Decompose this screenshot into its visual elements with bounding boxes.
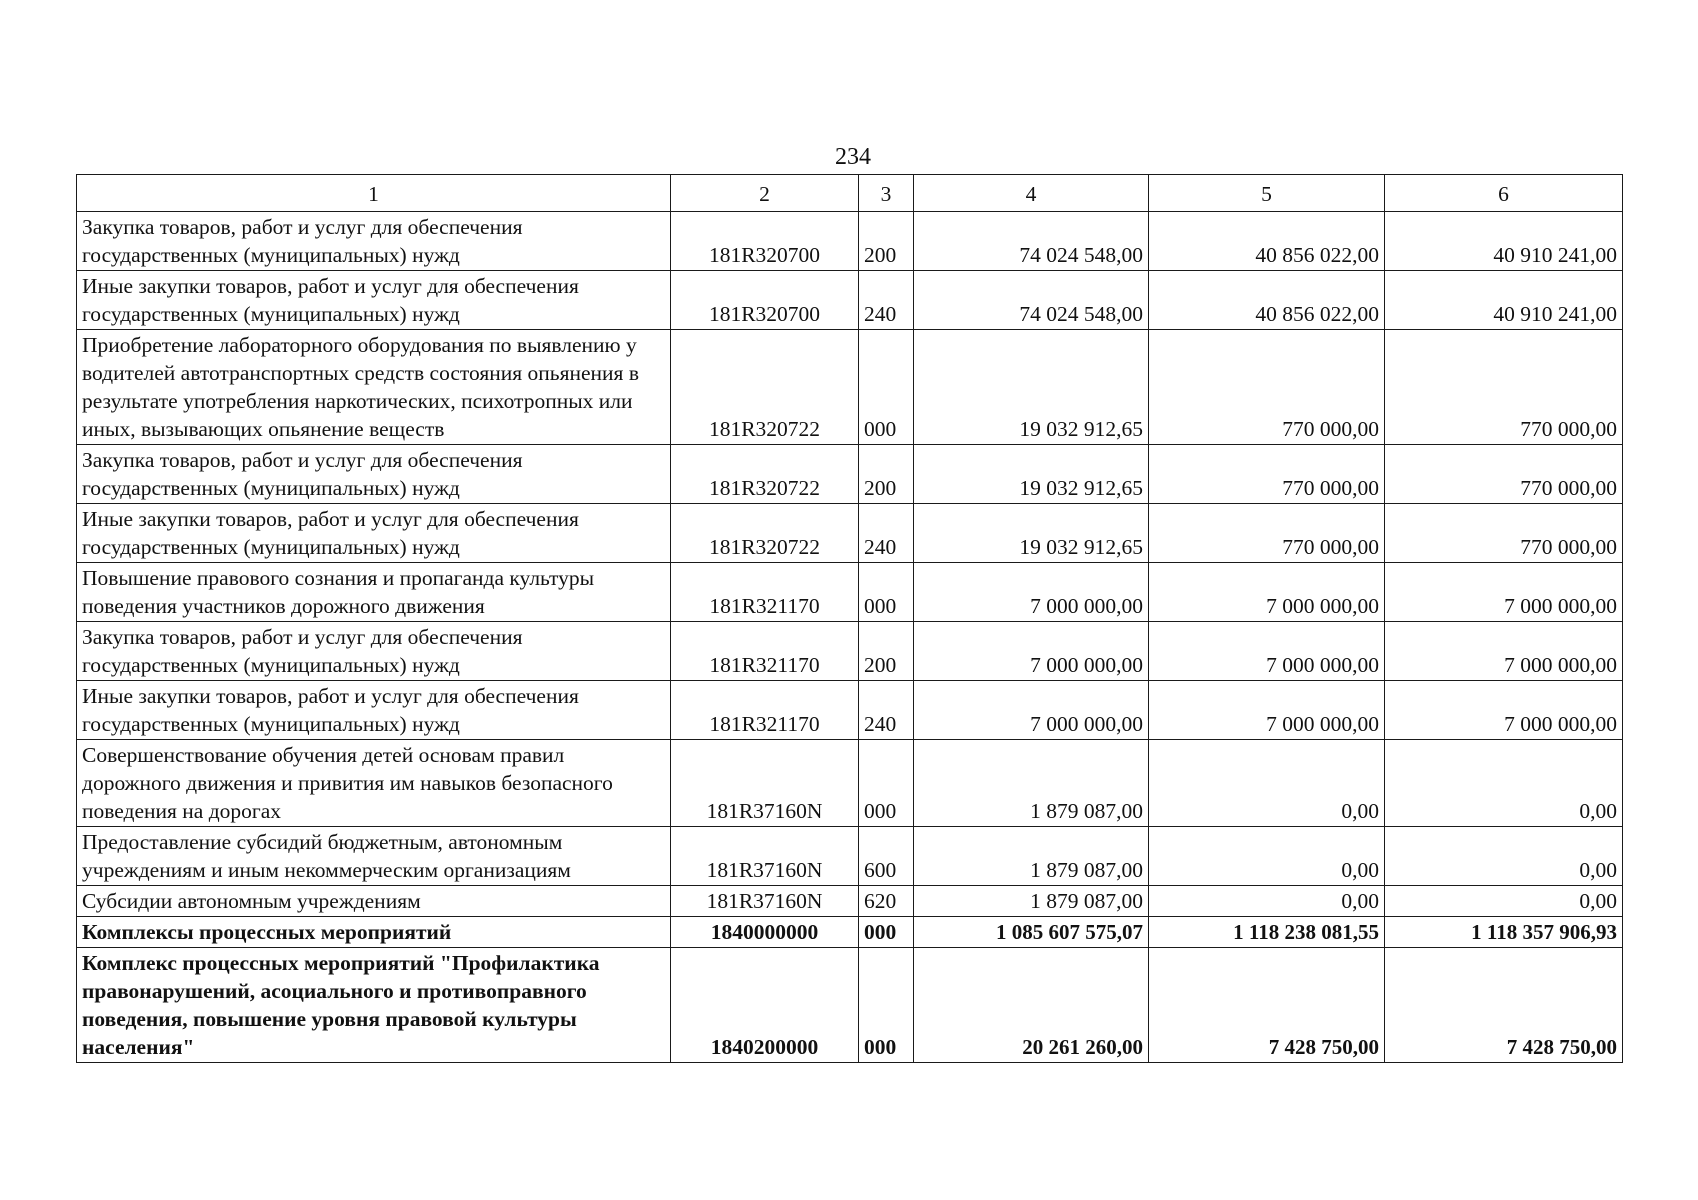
row-name-cell: Иные закупки товаров, работ и услуг для обеспечения государственных (муниципальных) нужд (77, 504, 671, 563)
page-number: 234 (835, 144, 871, 170)
row-expense-type-cell: 000 (859, 917, 914, 948)
row-amount-col5-cell: 1 118 238 081,55 (1149, 917, 1385, 948)
row-name-cell: Закупка товаров, работ и услуг для обеспечения государственных (муниципальных) нужд (77, 212, 671, 271)
row-amount-col4-cell: 1 879 087,00 (914, 827, 1149, 886)
row-amount-col5-cell: 770 000,00 (1149, 330, 1385, 445)
row-amount-col6-cell: 7 000 000,00 (1385, 563, 1623, 622)
row-expense-type-cell: 000 (859, 563, 914, 622)
row-name-cell: Закупка товаров, работ и услуг для обеспечения государственных (муниципальных) нужд (77, 445, 671, 504)
row-csr-code-cell: 181R321170 (671, 622, 859, 681)
row-expense-type-cell: 620 (859, 886, 914, 917)
row-amount-col6-cell: 770 000,00 (1385, 504, 1623, 563)
row-amount-col6-cell: 770 000,00 (1385, 330, 1623, 445)
row-amount-col6-cell: 7 428 750,00 (1385, 948, 1623, 1063)
table-row (77, 917, 1623, 948)
row-amount-col6-cell: 1 118 357 906,93 (1385, 917, 1623, 948)
row-expense-type-cell: 000 (859, 948, 914, 1063)
row-csr-code-cell: 181R320722 (671, 504, 859, 563)
row-amount-col6-cell: 0,00 (1385, 740, 1623, 827)
row-name-cell: Субсидии автономным учреждениям (77, 886, 671, 917)
row-amount-col4-cell: 7 000 000,00 (914, 681, 1149, 740)
table-row (77, 212, 1623, 271)
row-amount-col5-cell: 7 000 000,00 (1149, 681, 1385, 740)
row-expense-type-cell: 200 (859, 445, 914, 504)
row-amount-col4-cell: 1 879 087,00 (914, 740, 1149, 827)
table-row (77, 827, 1623, 886)
table-row (77, 622, 1623, 681)
row-amount-col5-cell: 770 000,00 (1149, 504, 1385, 563)
row-csr-code-cell: 181R320700 (671, 212, 859, 271)
row-amount-col5-cell: 7 000 000,00 (1149, 622, 1385, 681)
row-csr-code-cell: 181R320700 (671, 271, 859, 330)
table-row (77, 445, 1623, 504)
row-expense-type-cell: 000 (859, 740, 914, 827)
row-csr-code-cell: 1840000000 (671, 917, 859, 948)
row-amount-col4-cell: 7 000 000,00 (914, 622, 1149, 681)
row-amount-col6-cell: 770 000,00 (1385, 445, 1623, 504)
row-amount-col5-cell: 7 000 000,00 (1149, 563, 1385, 622)
row-csr-code-cell: 181R321170 (671, 563, 859, 622)
row-amount-col4-cell: 7 000 000,00 (914, 563, 1149, 622)
row-name-cell: Совершенствование обучения детей основам правил дорожного движения и привития им навыков безопасного поведения на дорогах (77, 740, 671, 827)
row-csr-code-cell: 181R320722 (671, 330, 859, 445)
header-col-4: 4 (914, 175, 1149, 212)
row-amount-col4-cell: 20 261 260,00 (914, 948, 1149, 1063)
row-amount-col6-cell: 0,00 (1385, 886, 1623, 917)
row-amount-col4-cell: 74 024 548,00 (914, 271, 1149, 330)
row-expense-type-cell: 000 (859, 330, 914, 445)
row-name-cell: Повышение правового сознания и пропаганда культуры поведения участников дорожного движения (77, 563, 671, 622)
row-amount-col6-cell: 7 000 000,00 (1385, 681, 1623, 740)
row-amount-col6-cell: 40 910 241,00 (1385, 212, 1623, 271)
table-body (77, 212, 1623, 1063)
row-csr-code-cell: 181R37160N (671, 827, 859, 886)
header-col-1: 1 (77, 175, 671, 212)
row-amount-col4-cell: 19 032 912,65 (914, 445, 1149, 504)
row-amount-col5-cell: 7 428 750,00 (1149, 948, 1385, 1063)
row-name-cell: Приобретение лабораторного оборудования по выявлению у водителей автотранспортных средств состояния опьянения в результате употребления наркотических, психотропных или иных, вызывающих опьянение веществ (77, 330, 671, 445)
row-amount-col4-cell: 19 032 912,65 (914, 504, 1149, 563)
row-name-cell: Иные закупки товаров, работ и услуг для обеспечения государственных (муниципальных) нужд (77, 681, 671, 740)
row-csr-code-cell: 181R321170 (671, 681, 859, 740)
row-amount-col6-cell: 40 910 241,00 (1385, 271, 1623, 330)
row-amount-col4-cell: 19 032 912,65 (914, 330, 1149, 445)
row-csr-code-cell: 181R320722 (671, 445, 859, 504)
row-expense-type-cell: 240 (859, 681, 914, 740)
header-col-5: 5 (1149, 175, 1385, 212)
row-name-cell: Иные закупки товаров, работ и услуг для обеспечения государственных (муниципальных) нужд (77, 271, 671, 330)
row-expense-type-cell: 240 (859, 271, 914, 330)
row-name-cell: Предоставление субсидий бюджетным, автономным учреждениям и иным некоммерческим организациям (77, 827, 671, 886)
budget-table (76, 174, 1623, 1063)
header-col-6: 6 (1385, 175, 1623, 212)
table-row (77, 504, 1623, 563)
header-col-2: 2 (671, 175, 859, 212)
table-row (77, 740, 1623, 827)
row-amount-col5-cell: 0,00 (1149, 827, 1385, 886)
row-amount-col5-cell: 770 000,00 (1149, 445, 1385, 504)
row-amount-col6-cell: 0,00 (1385, 827, 1623, 886)
table-header-row (77, 175, 1623, 212)
row-amount-col5-cell: 40 856 022,00 (1149, 271, 1385, 330)
row-name-cell: Комплексы процессных мероприятий (77, 917, 671, 948)
row-csr-code-cell: 181R37160N (671, 740, 859, 827)
row-amount-col5-cell: 0,00 (1149, 886, 1385, 917)
row-name-cell: Комплекс процессных мероприятий "Профилактика правонарушений, асоциального и противоправного поведения, повышение уровня правовой культуры населения" (77, 948, 671, 1063)
row-name-cell: Закупка товаров, работ и услуг для обеспечения государственных (муниципальных) нужд (77, 622, 671, 681)
row-csr-code-cell: 1840200000 (671, 948, 859, 1063)
header-col-3: 3 (859, 175, 914, 212)
row-amount-col4-cell: 74 024 548,00 (914, 212, 1149, 271)
table-row (77, 271, 1623, 330)
row-amount-col6-cell: 7 000 000,00 (1385, 622, 1623, 681)
row-amount-col5-cell: 40 856 022,00 (1149, 212, 1385, 271)
row-expense-type-cell: 240 (859, 504, 914, 563)
row-amount-col4-cell: 1 085 607 575,07 (914, 917, 1149, 948)
row-expense-type-cell: 200 (859, 212, 914, 271)
table-row (77, 330, 1623, 445)
row-amount-col5-cell: 0,00 (1149, 740, 1385, 827)
table-row (77, 886, 1623, 917)
table-row (77, 948, 1623, 1063)
row-expense-type-cell: 200 (859, 622, 914, 681)
row-csr-code-cell: 181R37160N (671, 886, 859, 917)
row-amount-col4-cell: 1 879 087,00 (914, 886, 1149, 917)
row-expense-type-cell: 600 (859, 827, 914, 886)
table-row (77, 681, 1623, 740)
table-row (77, 563, 1623, 622)
